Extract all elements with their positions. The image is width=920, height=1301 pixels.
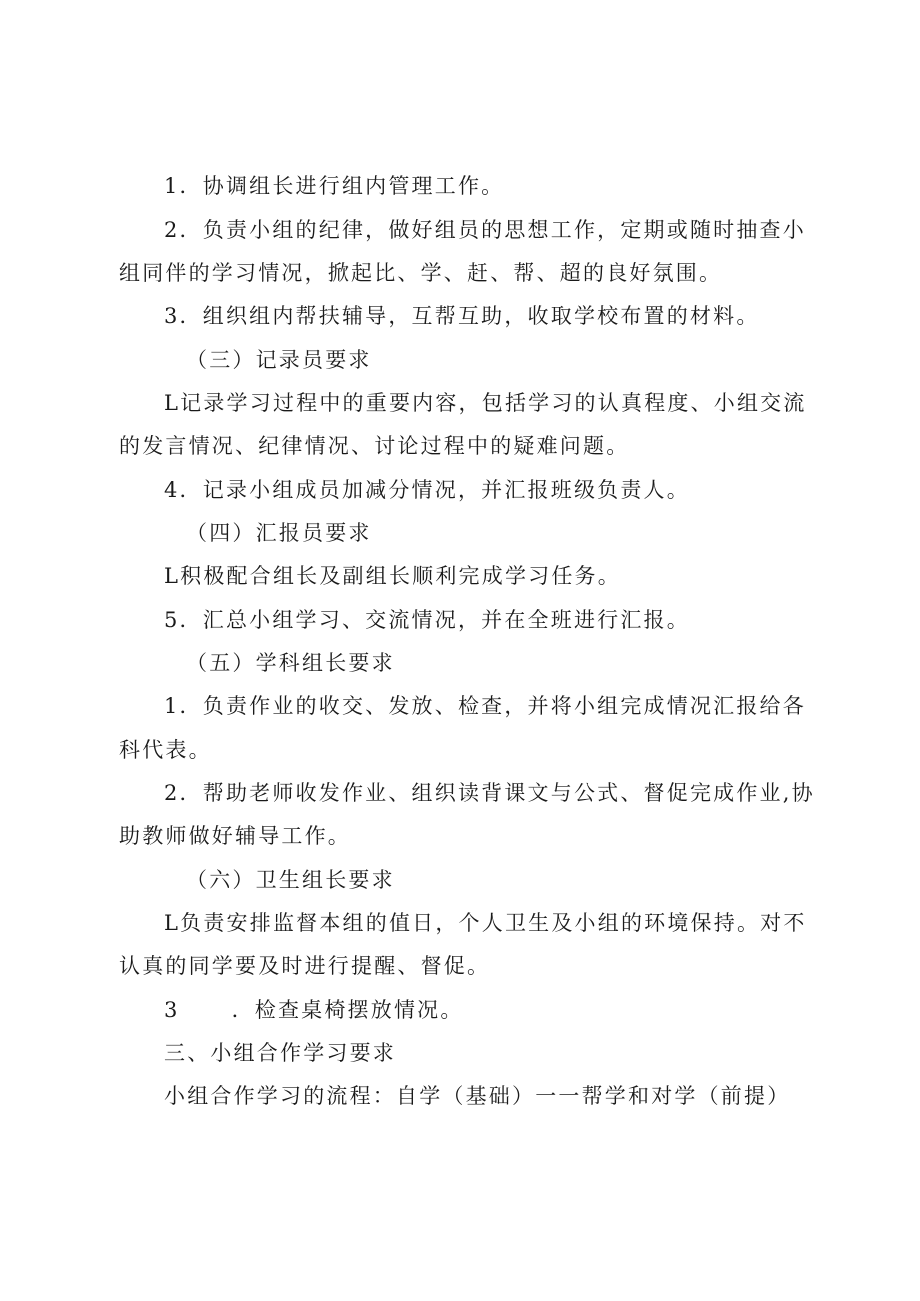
section-heading: （四）汇报员要求 [186, 521, 372, 545]
paragraph-line: 组同伴的学习情况，掀起比、学、赶、帮、超的良好氛围。 [119, 261, 723, 285]
list-text: ．检查桌椅摆放情况。 [231, 998, 464, 1022]
paragraph-line: 4．记录小组成员加减分情况，并汇报班级负责人。 [164, 478, 690, 502]
paragraph-line: L记录学习过程中的重要内容，包括学习的认真程度、小组交流 [164, 391, 807, 415]
section-heading: （五）学科组长要求 [186, 651, 395, 675]
paragraph-line: 小组合作学习的流程：自学（基础）一一帮学和对学（前提） [164, 1084, 791, 1108]
paragraph-line: 认真的同学要及时进行提醒、督促。 [119, 954, 491, 978]
paragraph-line: 1．负责作业的收交、发放、检查，并将小组完成情况汇报给各 [164, 694, 806, 718]
paragraph-line: 2．负责小组的纪律，做好组员的思想工作，定期或随时抽查小 [164, 218, 806, 242]
paragraph-line: 1．协调组长进行组内管理工作。 [164, 174, 505, 198]
section-heading: （六）卫生组长要求 [186, 868, 395, 892]
paragraph-line: 3．组织组内帮扶辅导，互帮互助，收取学校布置的材料。 [164, 304, 760, 328]
section-heading: 三、小组合作学习要求 [164, 1041, 396, 1065]
paragraph-line [164, 995, 864, 1025]
paragraph-line: 助教师做好辅导工作。 [119, 824, 351, 848]
paragraph-line: 科代表。 [119, 738, 212, 762]
paragraph-line: 2．帮助老师收发作业、组织读背课文与公式、督促完成作业,协 [164, 781, 815, 805]
paragraph-line: 的发言情况、纪律情况、讨论过程中的疑难问题。 [119, 434, 630, 458]
section-heading: （三）记录员要求 [186, 348, 372, 372]
paragraph-line: 5．汇总小组学习、交流情况，并在全班进行汇报。 [164, 608, 690, 632]
paragraph-line: L负责安排监督本组的值日，个人卫生及小组的环境保持。对不 [164, 911, 807, 935]
list-number: 3 [164, 998, 180, 1022]
paragraph-line: L积极配合组长及副组长顺利完成学习任务。 [164, 564, 621, 588]
